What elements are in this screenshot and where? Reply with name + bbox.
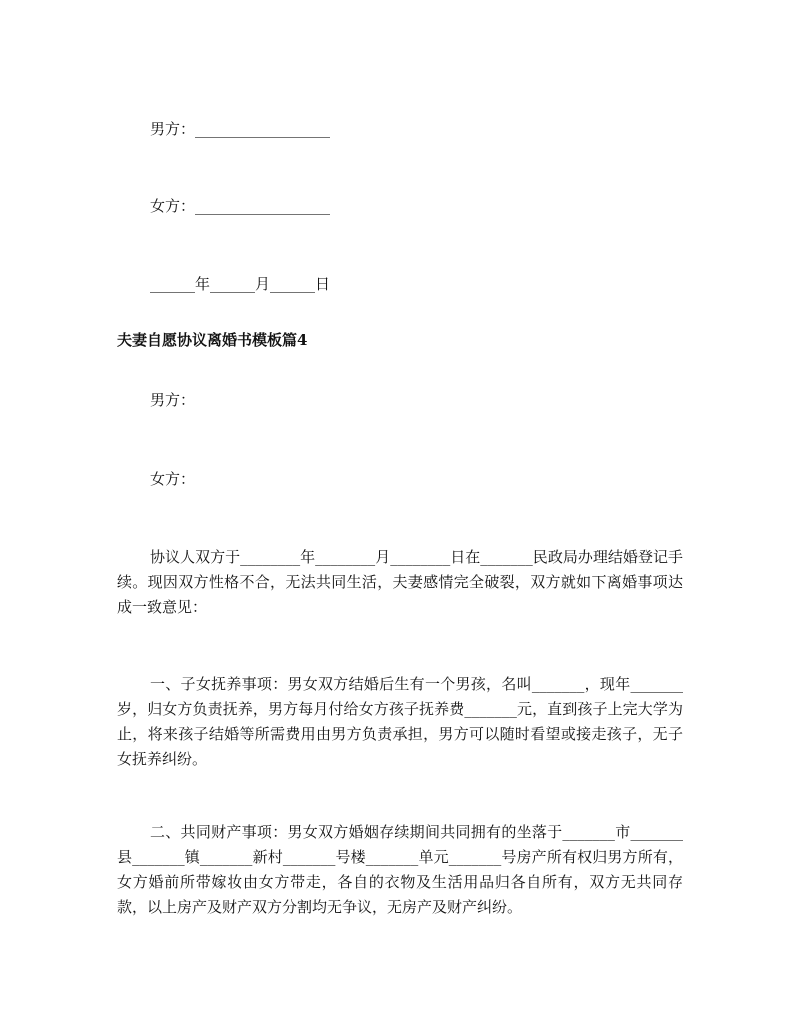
intro-paragraph: 协议人双方于________年________月________日在_______民政局办理结婚登记手续。现因双方性格不合，无法共同生活，夫妻感情完全破裂，双方就如下离婚事项达成一致意见： — [117, 548, 683, 616]
clause-child-custody: 一、子女抚养事项：男女双方结婚后生有一个男孩，名叫_______，现年_______岁，归女方负责抚养，男方每月付给女方孩子抚养费_______元，直到孩子上完大学为止，将来孩子结婚等所需费用由男方负责承担，男方可以随时看望或接走孩子，无子女抚养纠纷。 — [117, 675, 683, 768]
female-signature-line: 女方：__________________ — [150, 197, 331, 215]
date-line: ______年______月______日 — [150, 275, 331, 293]
female-label: 女方： — [150, 470, 196, 488]
male-label: 男方： — [150, 391, 196, 409]
male-signature-line: 男方：__________________ — [150, 120, 331, 138]
clause-joint-property: 二、共同财产事项：男女双方婚姻存续期间共同拥有的坐落于_______市_______县_______镇_______新村_______号楼_______单元_______号房产所有权归男方所有，女方婚前所带嫁妆由女方带走，各自的衣物及生活用品归各自所有，双方无共同存款，以上房产及财产双方分割均无争议，无房产及财产纠纷。 — [117, 823, 683, 916]
section-title: 夫妻自愿协议离婚书模板篇4 — [117, 331, 308, 349]
